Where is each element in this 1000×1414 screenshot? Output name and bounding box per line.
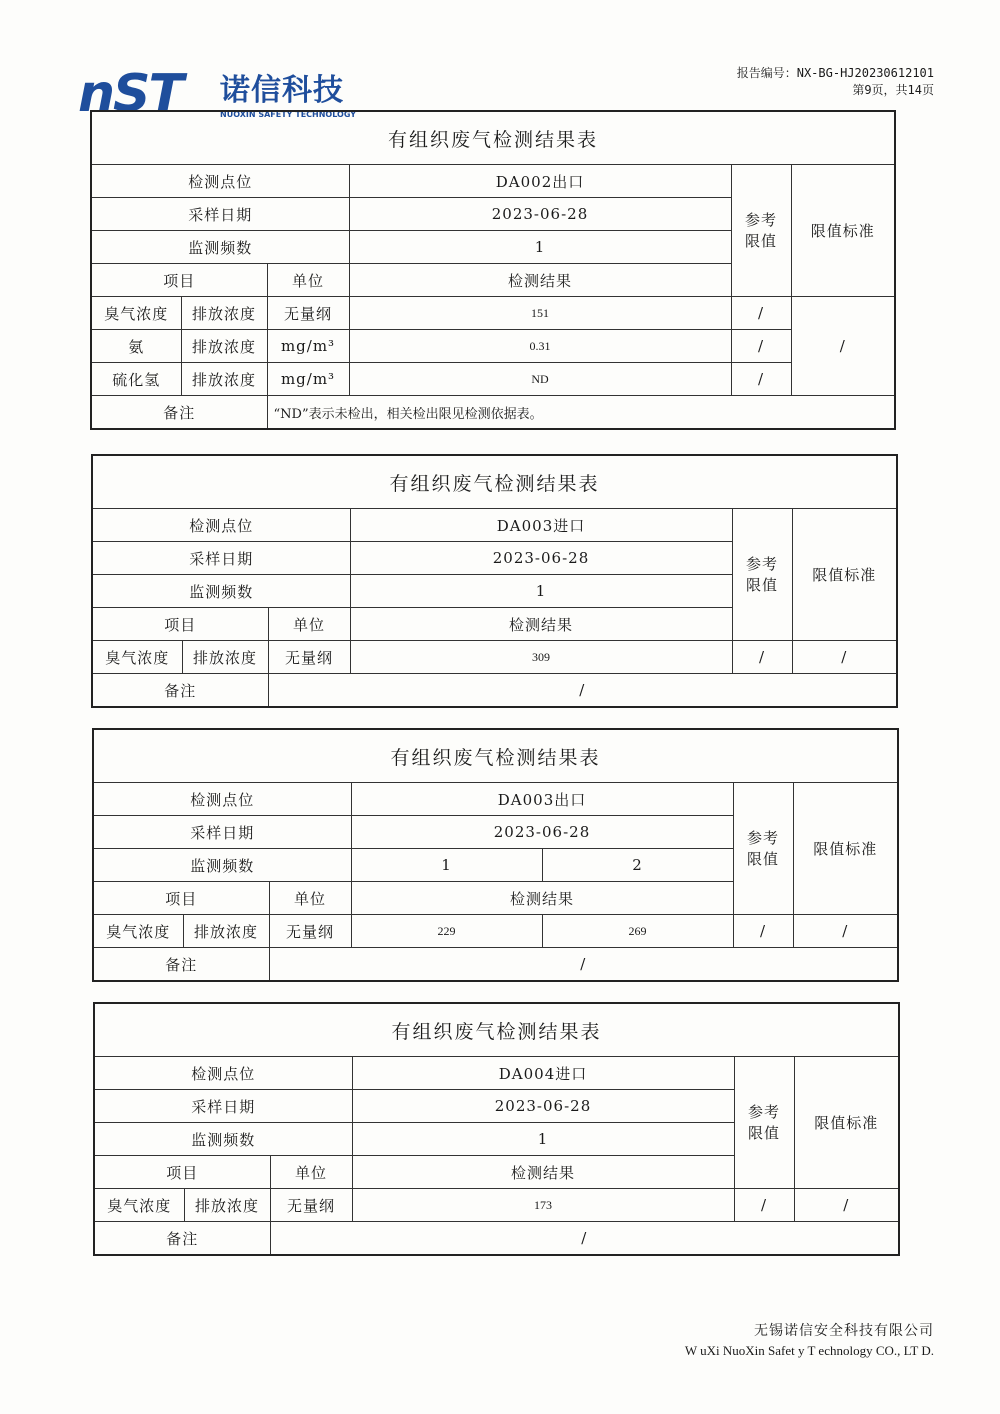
result-header: 检测结果	[350, 608, 732, 641]
standard-value: /	[792, 641, 897, 674]
result-table-2	[91, 454, 898, 708]
item-name: 臭气浓度	[92, 641, 182, 674]
result-table-1	[90, 110, 896, 430]
standard-header: 限值标准	[792, 509, 897, 641]
standard-header: 限值标准	[794, 1057, 899, 1189]
note-value: /	[269, 948, 898, 982]
item-name: 臭气浓度	[91, 297, 181, 330]
item-result: 151	[349, 297, 731, 330]
date-value: 2023-06-28	[350, 542, 732, 575]
table-title: 有组织废气检测结果表	[94, 1003, 899, 1057]
location-label: 检测点位	[91, 165, 349, 198]
frequency-value: 1	[350, 575, 732, 608]
frequency-label: 监测频数	[92, 575, 350, 608]
item-result: 173	[352, 1189, 734, 1222]
table-row	[94, 1189, 899, 1222]
date-label: 采样日期	[93, 816, 351, 849]
table-row	[91, 363, 895, 396]
frequency-value-1: 1	[351, 849, 542, 882]
result-header: 检测结果	[351, 882, 733, 915]
location-label: 检测点位	[92, 509, 350, 542]
item-unit: 无量纲	[270, 1189, 352, 1222]
table-row	[92, 641, 897, 674]
item-name: 氨	[91, 330, 181, 363]
date-value: 2023-06-28	[352, 1090, 734, 1123]
table-title: 有组织废气检测结果表	[93, 729, 898, 783]
item-name: 臭气浓度	[94, 1189, 184, 1222]
item-name: 硫化氢	[91, 363, 181, 396]
item-header: 项目	[92, 608, 268, 641]
date-label: 采样日期	[94, 1090, 352, 1123]
standard-header: 限值标准	[793, 783, 898, 915]
note-label: 备注	[92, 674, 268, 708]
item-type: 排放浓度	[184, 1189, 270, 1222]
table-row	[91, 330, 895, 363]
item-result-2: 269	[542, 915, 733, 948]
item-unit: 无量纲	[268, 641, 350, 674]
item-type: 排放浓度	[181, 330, 267, 363]
company-name-en: W uXi NuoXin Safet y T echnology CO., LT D.	[684, 1343, 934, 1358]
item-unit: mg/m³	[267, 363, 349, 396]
table-row	[93, 915, 898, 948]
item-result-1: 229	[351, 915, 542, 948]
note-value: /	[268, 674, 897, 708]
location-label: 检测点位	[94, 1057, 352, 1090]
location-value: DA002出口	[349, 165, 731, 198]
date-label: 采样日期	[91, 198, 349, 231]
note-label: 备注	[93, 948, 269, 982]
date-label: 采样日期	[92, 542, 350, 575]
note-label: 备注	[91, 396, 267, 430]
logo-mark: nST	[78, 64, 182, 124]
note-value: “ND”表示未检出，相关检出限见检测依据表。	[267, 396, 895, 430]
standard-header: 限值标准	[791, 165, 895, 297]
company-footer	[685, 1322, 934, 1360]
standard-value: /	[794, 1189, 899, 1222]
standard-value: /	[791, 297, 895, 396]
date-value: 2023-06-28	[351, 816, 733, 849]
item-unit: mg/m³	[267, 330, 349, 363]
table-row	[91, 297, 895, 330]
frequency-value: 1	[352, 1123, 734, 1156]
frequency-label: 监测频数	[91, 231, 349, 264]
ref-limit-header: 参考 限值	[731, 165, 791, 297]
unit-header: 单位	[268, 608, 350, 641]
item-result: 0.31	[349, 330, 731, 363]
standard-value: /	[793, 915, 898, 948]
frequency-label: 监测频数	[94, 1123, 352, 1156]
page-number: 第9页，共14页	[852, 83, 934, 97]
location-label: 检测点位	[93, 783, 351, 816]
company-name-cn: 无锡诺信安全科技有限公司	[754, 1324, 934, 1339]
frequency-label: 监测频数	[93, 849, 351, 882]
ref-limit-header: 参考 限值	[733, 783, 793, 915]
note-label: 备注	[94, 1222, 270, 1256]
ref-limit-header: 参考 限值	[732, 509, 792, 641]
unit-header: 单位	[269, 882, 351, 915]
location-value: DA004进口	[352, 1057, 734, 1090]
logo-chinese-name: 诺信科技	[220, 73, 344, 108]
item-type: 排放浓度	[181, 297, 267, 330]
item-ref: /	[731, 297, 791, 330]
result-table-4	[93, 1002, 900, 1256]
result-header: 检测结果	[349, 264, 731, 297]
item-type: 排放浓度	[181, 363, 267, 396]
location-value: DA003出口	[351, 783, 733, 816]
item-ref: /	[733, 915, 793, 948]
logo-english-name: NUOXIN SAFETY TECHNOLOGY	[220, 110, 357, 119]
report-number: 报告编号：NX-BG-HJ20230612101	[736, 66, 934, 80]
frequency-value-2: 2	[542, 849, 733, 882]
item-result: ND	[349, 363, 731, 396]
report-number-block	[737, 65, 934, 99]
item-name: 臭气浓度	[93, 915, 183, 948]
note-value: /	[270, 1222, 899, 1256]
location-value: DA003进口	[350, 509, 732, 542]
item-header: 项目	[91, 264, 267, 297]
item-header: 项目	[93, 882, 269, 915]
item-ref: /	[731, 330, 791, 363]
item-ref: /	[732, 641, 792, 674]
item-unit: 无量纲	[267, 297, 349, 330]
result-table-3	[92, 728, 899, 982]
item-result: 309	[350, 641, 732, 674]
unit-header: 单位	[267, 264, 349, 297]
item-type: 排放浓度	[183, 915, 269, 948]
date-value: 2023-06-28	[349, 198, 731, 231]
item-ref: /	[734, 1189, 794, 1222]
frequency-value: 1	[349, 231, 731, 264]
result-header: 检测结果	[352, 1156, 734, 1189]
item-unit: 无量纲	[269, 915, 351, 948]
item-header: 项目	[94, 1156, 270, 1189]
table-title: 有组织废气检测结果表	[92, 455, 897, 509]
item-type: 排放浓度	[182, 641, 268, 674]
unit-header: 单位	[270, 1156, 352, 1189]
table-title: 有组织废气检测结果表	[91, 111, 895, 165]
ref-limit-header: 参考 限值	[734, 1057, 794, 1189]
item-ref: /	[731, 363, 791, 396]
